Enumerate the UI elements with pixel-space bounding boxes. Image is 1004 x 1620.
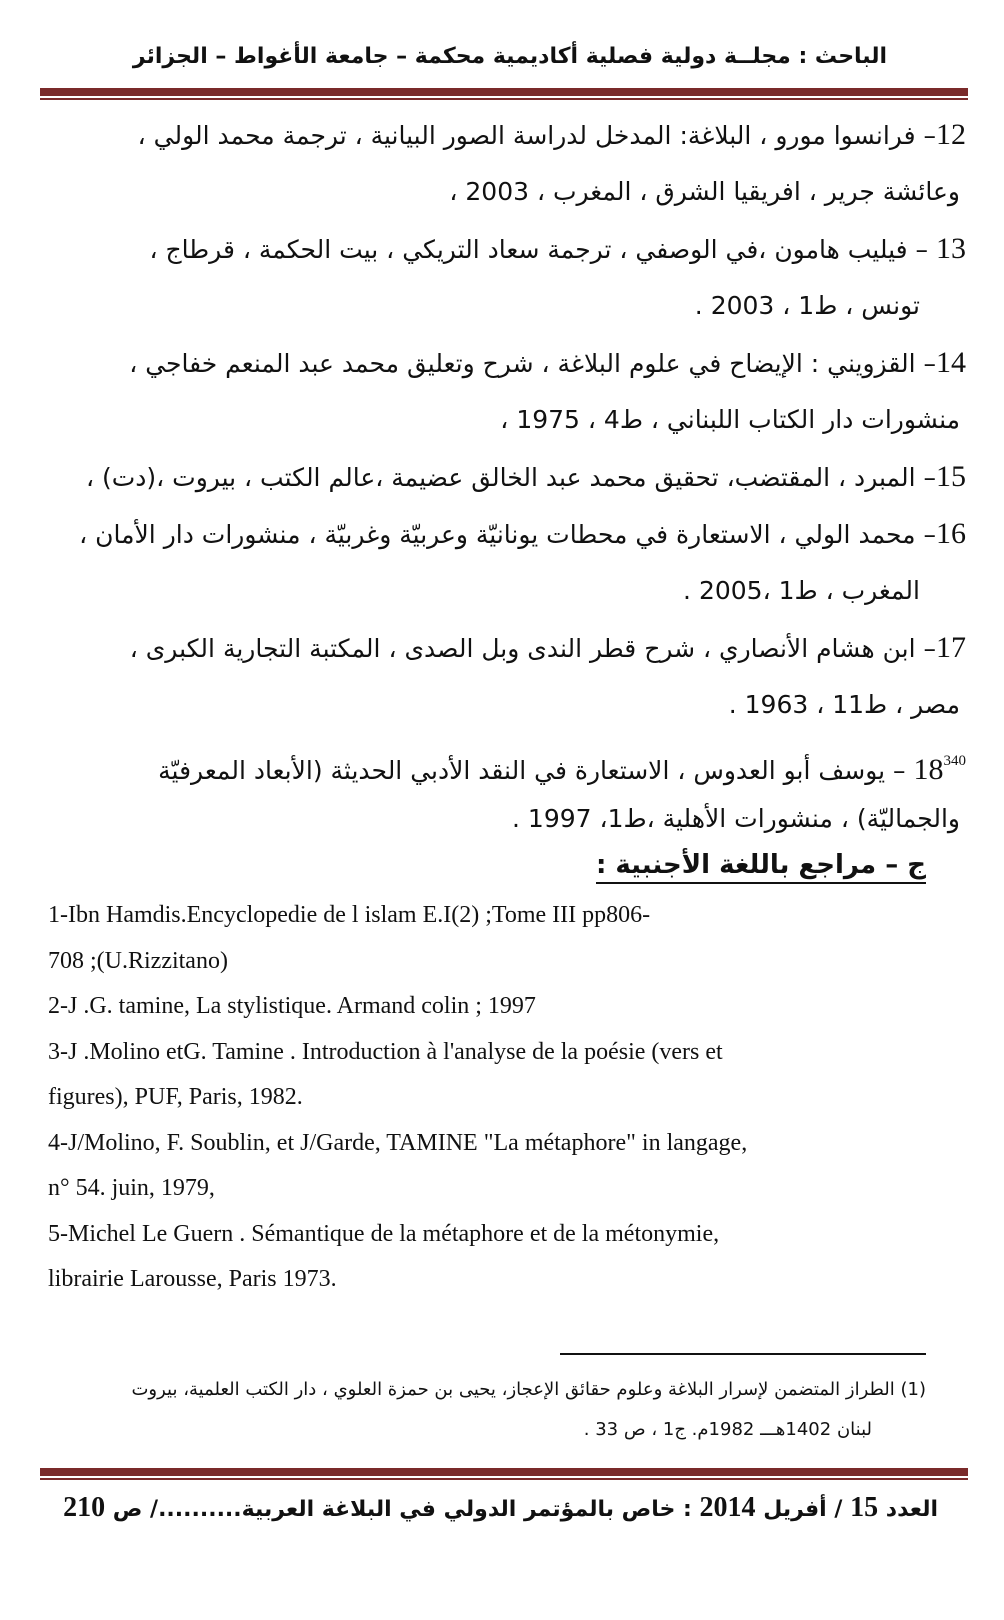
section-heading-text: ج – مراجع باللغة الأجنبية :	[596, 850, 926, 884]
reference-item: 17– ابن هشام الأنصاري ، شرح قطر الندى وبل الصدى ، المكتبة التجارية الكبرى ، مصر ، ط11 ، 1963 .	[46, 619, 966, 733]
page-number: 210	[63, 1492, 106, 1523]
page-label: / ص	[112, 1497, 159, 1522]
foreign-reference-line: 3-J .Molino etG. Tamine . Introduction à l'analyse de la poésie (vers et	[48, 1038, 723, 1065]
issue-label: العدد	[885, 1497, 938, 1522]
reference-text: المبرد ، المقتضب، تحقيق محمد عبد الخالق عضيمة ،عالم الكتب ، بيروت ،(دت) ،	[85, 463, 916, 492]
foreign-reference-line: 708 ;(U.Rizzitano)	[48, 947, 228, 974]
footnote	[46, 1370, 926, 1450]
reference-item: 15– المبرد ، المقتضب، تحقيق محمد عبد الخالق عضيمة ،عالم الكتب ، بيروت ،(دت) ،	[85, 460, 966, 493]
reference-text: وعائشة جرير ، افريقيا الشرق ، المغرب ، 2003 ،	[449, 177, 960, 206]
reference-text: يوسف أبو العدوس ، الاستعارة في النقد الأدبي الحديثة (الأبعاد المعرفيّة	[158, 756, 886, 785]
reference-number: 12	[936, 118, 966, 151]
foreign-reference-line: n° 54. juin, 1979,	[48, 1175, 215, 1201]
reference-text: ابن هشام الأنصاري ، شرح قطر الندى وبل الصدى ، المكتبة التجارية الكبرى ،	[129, 634, 916, 663]
reference-text: محمد الولي ، الاستعارة في محطات يونانيّة وعربيّة وغربيّة ، منشورات دار الأمان ،	[79, 520, 916, 549]
footer-rule-thin	[40, 1478, 968, 1480]
foreign-reference-line: 5-Michel Le Guern . Sémantique de la métaphore et de la métonymie,	[48, 1220, 720, 1247]
reference-item: 12– فرانسوا مورو ، البلاغة: المدخل لدراسة الصور البيانية ، ترجمة محمد الولي ، وعائشة جرير ، افريقيا الشرق ، المغرب ، 2003 ،	[46, 106, 966, 220]
foreign-reference-line: 2-J .G. tamine, La stylistique. Armand colin ; 1997	[48, 993, 536, 1019]
header-rule-thin	[40, 98, 968, 100]
reference-number: 15	[936, 460, 966, 493]
foreign-references-heading	[596, 845, 926, 885]
reference-text: والجماليّة) ، منشورات الأهلية ،ط1، 1997 .	[512, 804, 960, 833]
reference-number: 18	[913, 753, 944, 786]
foreign-reference-line: figures), PUF, Paris, 1982.	[48, 1084, 303, 1110]
reference-item: 16– محمد الولي ، الاستعارة في محطات يونانيّة وعربيّة وغربيّة ، منشورات دار الأمان ، المغرب ، ط1 ،2005 .	[46, 505, 966, 619]
issue-year: 2014	[699, 1492, 756, 1523]
foreign-reference-line: librairie Larousse, Paris 1973.	[48, 1266, 337, 1292]
footer-rule	[40, 1468, 968, 1476]
reference-item: 14– القزويني : الإيضاح في علوم البلاغة ، شرح وتعليق محمد عبد المنعم خفاجي ، منشورات دار الكتاب اللبناني ، ط4 ، 1975 ،	[46, 334, 966, 448]
reference-number: 13	[936, 232, 966, 265]
footnote-marker: 340	[943, 753, 966, 769]
page-footer	[60, 1488, 938, 1528]
reference-text: القزويني : الإيضاح في علوم البلاغة ، شرح وتعليق محمد عبد المنعم خفاجي ،	[129, 349, 916, 378]
footnote-line: (1) الطراز المتضمن لإسرار البلاغة وعلوم حقائق الإعجاز، يحيى بن حمزة العلوي ، دار الكتب العلمية، بيروت	[131, 1379, 926, 1400]
reference-text: فيليب هامون ،في الوصفي ، ترجمة سعاد التريكي ، بيت الحكمة ، قرطاج ،	[149, 235, 908, 264]
reference-text: المغرب ، ط1 ،2005 .	[683, 576, 920, 605]
arabic-references-list	[46, 106, 966, 847]
issue-number: 15	[850, 1492, 879, 1523]
footnote-separator	[560, 1353, 926, 1355]
footnote-line: لبنان 1402هـــ 1982م. ج1 ، ص 33 .	[583, 1419, 872, 1440]
reference-number: 14	[936, 346, 966, 379]
footer-separator: /	[834, 1497, 843, 1522]
reference-text: منشورات دار الكتاب اللبناني ، ط4 ، 1975 ،	[500, 405, 960, 434]
header-rule	[40, 88, 968, 96]
reference-number: 16	[936, 517, 966, 550]
reference-text: مصر ، ط11 ، 1963 .	[728, 690, 960, 719]
running-header: الباحث : مجلــة دولية فصلية أكاديمية محكمة – جامعة الأغواط – الجزائر	[132, 44, 888, 69]
foreign-references-list	[48, 893, 948, 1303]
special-issue-text: : خاص بالمؤتمر الدولي في البلاغة العربية..........	[158, 1497, 692, 1522]
reference-text: فرانسوا مورو ، البلاغة: المدخل لدراسة الصور البيانية ، ترجمة محمد الولي ،	[137, 121, 916, 150]
reference-item: 13 – فيليب هامون ،في الوصفي ، ترجمة سعاد التريكي ، بيت الحكمة ، قرطاج ، تونس ، ط1 ، 2003 .	[46, 220, 966, 334]
reference-text: تونس ، ط1 ، 2003 .	[694, 291, 920, 320]
foreign-reference-line: 4-J/Molino, F. Soublin, et J/Garde, TAMINE "La métaphore" in langage,	[48, 1129, 748, 1156]
reference-item: 18$^{340}$ – يوسف أبو العدوس ، الاستعارة في النقد الأدبي الحديثة (الأبعاد المعرفيّة والجماليّة) ، منشورات الأهلية ،ط1، 1997 .	[46, 733, 966, 847]
foreign-reference-line: 1-Ibn Hamdis.Encyclopedie de l islam E.I(2) ;Tome III pp806-	[48, 902, 651, 928]
issue-month: أفريل	[763, 1497, 827, 1522]
reference-number: 17	[936, 631, 966, 664]
